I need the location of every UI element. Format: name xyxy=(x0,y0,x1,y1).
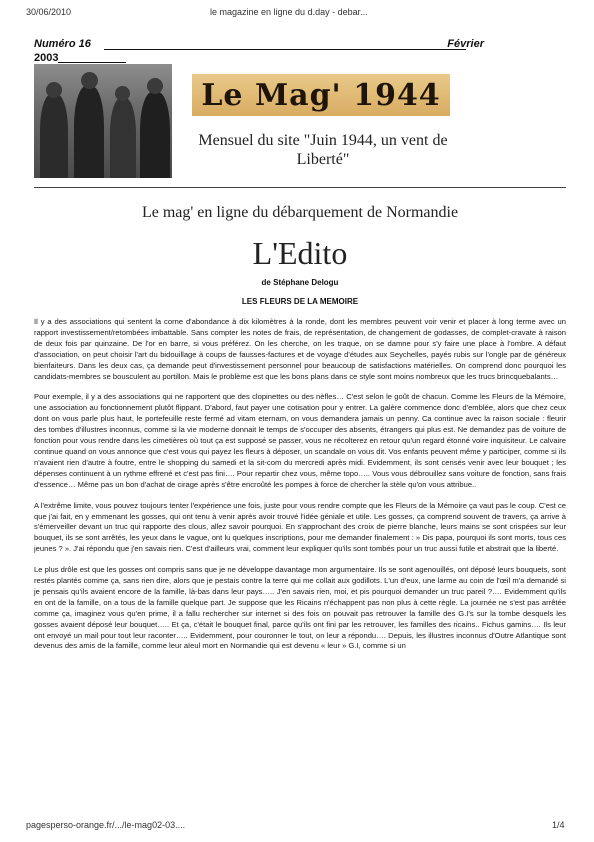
issue-line xyxy=(34,38,554,50)
article-body xyxy=(34,317,566,662)
article-paragraph: Pour exemple, il y a des associations qui ne rapportent que des clopinettes ou des nèfles… C'est selon le goût de chacun. Comme les Fleurs de la Mémoire, une association au fonctionnement plutôt flippant. D'abord, faut payer une cotisation pour y entrer. La galère commence donc d'emblée, alors que chez ceux dont on vous parle plus haut, le portefeuille reste fermé ad vitam eternam, on vous demandera jamais un penny. Ca continue avec la raison sociale : fleurir des tombes d'illustres inconnus, comme si la vie moderne donnait le temps de s'occuper des absents, étrangers qui plus est. Ne demandez pas de voiture de fonction pour vous rendre dans les cimetières où tout ça est supposé se passer, vous ne récolterez en retour qu'un regard étonné voire inquisiteur. Le calvaire continue quand on vous annonce que c'est vous qui payez les fleurs à déposer, un scandale on vous dit. Vos enfants peuvent même y participer, comme si ils n'avaient rien d'autre à foutre, entre le shopping du samedi et la sit-com du mercredi après midi. Evidemment, ils sont censés venir avec leur bouquet ; les dépenses continuent à un rythme effrené et c'est pas fini…. Pour repartir chez vous, même topo….. Vous vous débrouillez sans voiture de fonction, sans frais d'essence… Même pas un bon d'achat de cirage après s'être encroûté les pompes à force de chercher la stèle qu'on vous attribue.. xyxy=(34,392,566,489)
year-underline xyxy=(58,52,126,63)
site-tagline: Le mag' en ligne du débarquement de Normandie xyxy=(141,204,459,221)
article-paragraph: Le plus drôle est que les gosses ont compris sans que je ne développe davantage mon argumentaire. Ils se sont agenouillés, ont déposé leurs bouquets, sont restés plantés comme ça, sans rien dire, alors que je pestais contre la terre qui me collait aux godillots. L'un d'eux, une larme au coin de l'œil m'a demandé si je pensais qu'ils avaient encore de la famille, là-bas dans leur pays….. J'en savais rien, moi, et pis pourquoi demander un truc pareil ?…. Evidemment qu'ils en ont de la famille, on a tous de la famille quelque part. Je suppose que les Ricains n'échappent pas non plus à cette règle. La journée ne s'est pas arrêtée comme ça, imaginez vous qu'en prime, il a fallu rechercher sur internet si des fois on pouvait pas retrouver la famille des G.I's sur la tombe desquels les gosses avaient déposé leur bouquet….. Et ça, c'était le bouquet final, parce qu'ils ont fini par les retrouver, les familles des ricains.. Fichus gamins…. Ils leur ont envoyé un mail pour tout leur raconter….. Evidemment, pour couronner le tout, on leur a répondu…. Depuis, les illustres inconnus d'Outre Atlantique sont devenus des amis de la famille, comme leur aïeul mort en Normandie qui est devenu « leur » G.I, comme si un xyxy=(34,565,566,651)
issue-year-line xyxy=(34,52,126,64)
issue-month: Février xyxy=(447,38,484,50)
issue-number: Numéro 16 xyxy=(34,38,91,50)
magazine-logo: Le Mag' 1944 xyxy=(192,74,450,116)
browser-page-title: le magazine en ligne du d.day - debar... xyxy=(210,7,368,17)
issue-year: 2003 xyxy=(34,52,59,64)
header-photo xyxy=(34,64,172,178)
header-divider xyxy=(34,187,566,188)
article-heading: LES FLEURS DE LA MEMOIRE xyxy=(241,297,359,306)
author-byline: de Stéphane Delogu xyxy=(261,278,339,287)
footer-url: pagesperso-orange.fr/.../le-mag02-03.... xyxy=(26,820,186,830)
issue-underline xyxy=(104,38,466,50)
browser-date: 30/06/2010 xyxy=(26,7,72,17)
page-number: 1/4 xyxy=(552,820,565,830)
edito-title: L'Edito xyxy=(252,235,348,271)
article-paragraph: A l'extrême limite, vous pouvez toujours tenter l'expérience une fois, juste pour vous rendre compte que les Fleurs de la Mémoire ça vaut pas le coup. C'est ce que j'ai fait, en y emmenant les gosses, qui ont tenu à venir après avoir trouvé l'idée géniale et utile. Les gosses, ça comprend souvent de travers, ça arrive à s'émerveiller devant un truc qui rapporte des clous, allez savoir pourquoi. En s'approchant des croix de pierre blanche, leurs mains se sont crispées sur leur bouquet, ils se sont arrêtés, les yeux dans le vague, ont lu quelques inscriptions, pour me demander finalement : » Dis papa, pourquoi ils sont morts, tous ces jeunes ? ». J'ai répondu que j'en savais rien. C'est d'ailleurs vrai, comment leur expliquer qu'ils sont tombés pour un truc aussi futile et abstrait que la liberté. xyxy=(34,500,566,554)
article-paragraph: Il y a des associations qui sentent la corne d'abondance à dix kilomètres à la ronde, dont les membres peuvent voir venir et placer à long terme avec un rapport investissement/retombées imbattable. Sans compter les notes de frais, de représentation, de changement de godasses, de complet-cravate à raison de deux fois par quinzaine. De l'or en barre, si vous préférez. On les cherche, on les traque, on se damne pour s'y faire une place à l'ombre. A défaut d'association, on peut choisir l'art du bidouillage à coups de fausses-factures et de voyage d'études aux Seychelles, payés rubis sur l'ongle par de généreux bienfaiteurs. Dans les deux cas, ça demande peut d'investissement personnel pour beaucoup de satisfactions matérielles. On comprend donc pourquoi les candidats-membres se bousculent au portillon. Mais le problème est que les bons plans dans ce style sont moins nombreux que les trucs brincquebalants… xyxy=(34,317,566,381)
magazine-subtitle: Mensuel du site "Juin 1944, un vent de Liberté" xyxy=(198,132,448,168)
